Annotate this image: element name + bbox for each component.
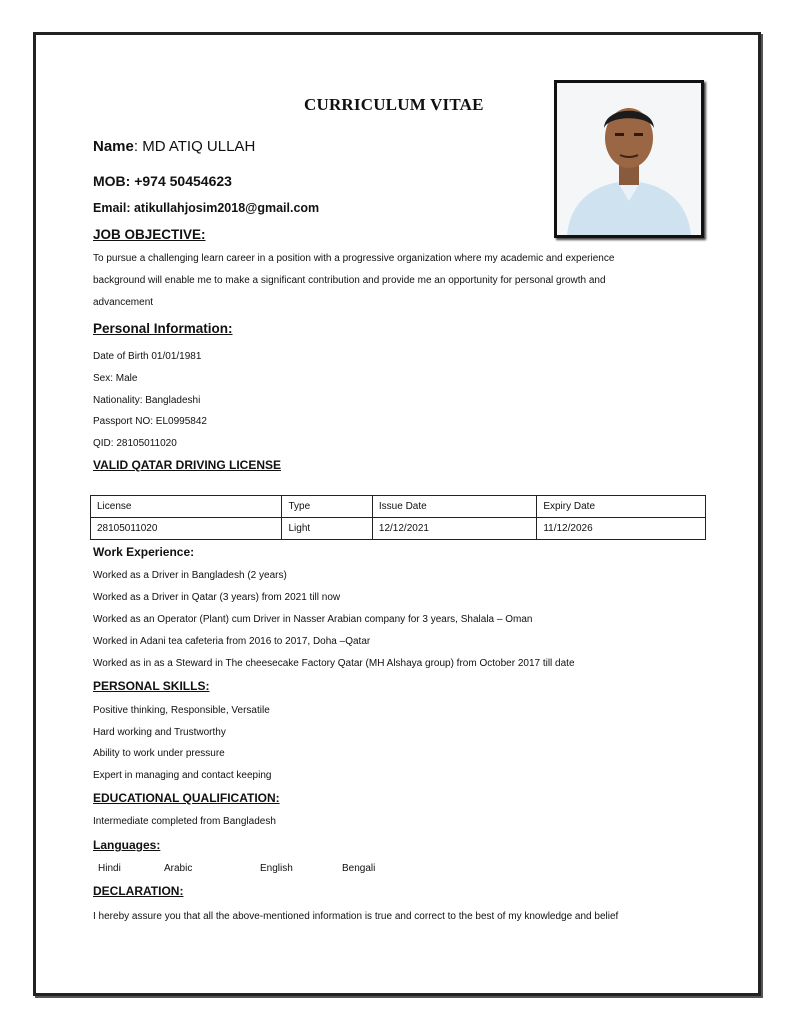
list-item: Worked as a Driver in Qatar (3 years) from 2021 till now [93, 592, 341, 603]
education-heading: EDUCATIONAL QUALIFICATION: [93, 791, 280, 805]
name-value: : MD ATIQ ULLAH [133, 138, 256, 155]
personal-info-nationality: Nationality: Bangladeshi [93, 395, 201, 406]
list-item: Worked as an Operator (Plant) cum Driver in Nasser Arabian company for 3 years, Shalala – Oman [93, 614, 533, 625]
column-header-license: License [91, 496, 282, 518]
document-page [33, 32, 761, 996]
personal-info-heading: Personal Information: [93, 321, 233, 336]
languages-heading: Languages: [93, 838, 161, 852]
license-heading: VALID QATAR DRIVING LICENSE [93, 458, 282, 472]
column-header-type: Type [282, 496, 372, 518]
name-label: Name [93, 138, 134, 155]
list-item: Worked as a Driver in Bangladesh (2 years) [93, 570, 287, 581]
profile-photo [554, 80, 704, 238]
language-item: Hindi [98, 863, 121, 874]
personal-info-sex: Sex: Male [93, 373, 138, 384]
education-text: Intermediate completed from Bangladesh [93, 816, 276, 827]
list-item: Worked in Adani tea cafeteria from 2016 to 2017, Doha –Qatar [93, 636, 371, 647]
column-header-expiry-date: Expiry Date [537, 496, 706, 518]
language-item: Bengali [342, 863, 376, 874]
name-line [93, 138, 255, 155]
job-objective-text: To pursue a challenging learn career in a position with a progressive organization where my academic and experience background will enable me to make a significant contribution and provide me an opportunity for personal growth and advancement [93, 253, 615, 308]
languages-list [98, 863, 375, 874]
work-experience-heading: Work Experience: [93, 545, 195, 559]
declaration-text: I hereby assure you that all the above-mentioned information is true and correct to the best of my knowledge and belief [93, 911, 619, 922]
table-row [91, 518, 706, 540]
list-item: Expert in managing and contact keeping [93, 770, 272, 781]
column-header-issue-date: Issue Date [372, 496, 536, 518]
cell-expiry-date: 11/12/2026 [537, 518, 706, 540]
language-item: Arabic [164, 863, 193, 874]
cell-type: Light [282, 518, 372, 540]
person-photo-icon [557, 83, 701, 235]
personal-info-dob: Date of Birth 01/01/1981 [93, 351, 202, 362]
declaration-heading: DECLARATION: [93, 884, 184, 898]
cell-license-number: 28105011020 [91, 518, 282, 540]
mobile-number: MOB: +974 50454623 [93, 173, 232, 189]
list-item: Positive thinking, Responsible, Versatile [93, 705, 270, 716]
document-title: CURRICULUM VITAE [304, 95, 484, 114]
language-item: English [260, 863, 293, 874]
list-item: Worked as in as a Steward in The cheesecake Factory Qatar (MH Alshaya group) from October 2017 till date [93, 658, 575, 669]
personal-info-qid: QID: 28105011020 [93, 438, 177, 449]
table-header-row [91, 496, 706, 518]
list-item: Ability to work under pressure [93, 748, 225, 759]
list-item: Hard working and Trustworthy [93, 727, 226, 738]
job-objective-heading: JOB OBJECTIVE: [93, 227, 206, 242]
email-address: Email: atikullahjosim2018@gmail.com [93, 201, 320, 215]
skills-heading: PERSONAL SKILLS: [93, 679, 210, 693]
license-table [90, 495, 706, 540]
cell-issue-date: 12/12/2021 [372, 518, 536, 540]
personal-info-passport: Passport NO: EL0995842 [93, 416, 207, 427]
